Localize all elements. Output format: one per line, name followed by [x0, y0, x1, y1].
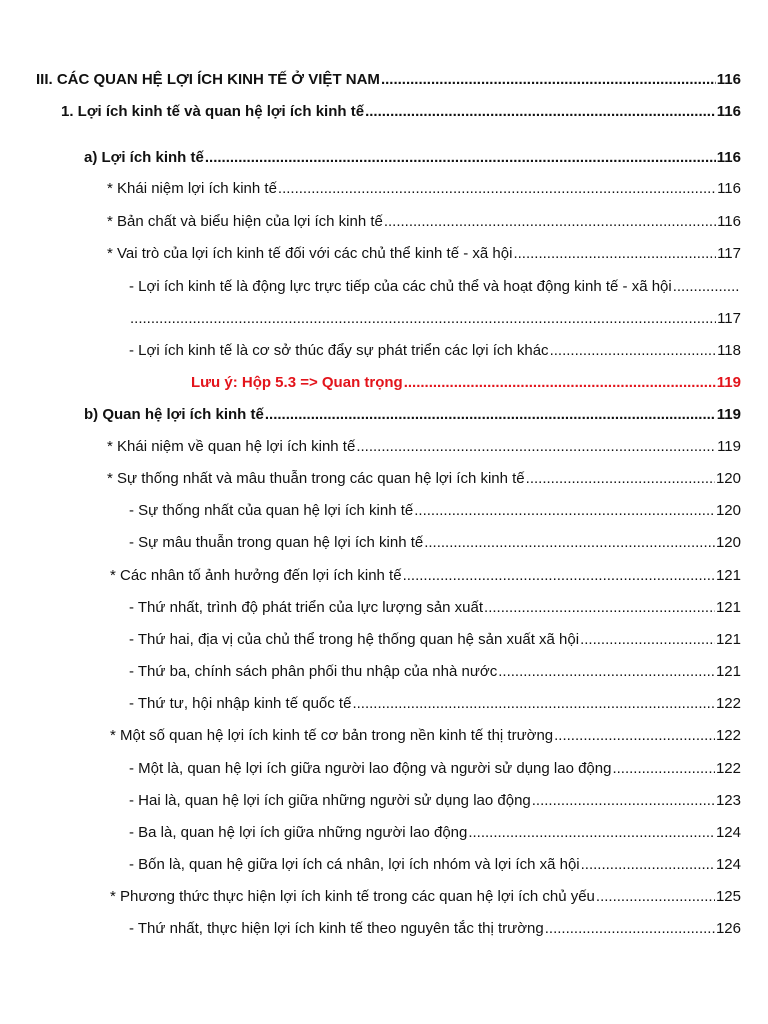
toc-entry-label: - Thứ nhất, thực hiện lợi ích kinh tế theo nguyên tắc thị trường	[129, 920, 544, 937]
toc-page-number: 121	[715, 567, 741, 584]
dot-leader	[403, 565, 715, 587]
toc-page-number: 117	[717, 245, 741, 262]
dot-leader	[278, 178, 716, 200]
toc-entry-label: * Phương thức thực hiện lợi ích kinh tế trong các quan hệ lợi ích chủ yếu	[110, 888, 595, 905]
toc-entry-label: - Hai là, quan hệ lợi ích giữa những người sử dụng lao động	[129, 792, 531, 809]
toc-page-number: 120	[715, 534, 741, 551]
toc-entry	[107, 178, 741, 200]
toc-entry	[129, 790, 741, 812]
toc-entry	[129, 661, 741, 683]
toc-entry-label: * Bản chất và biểu hiện của lợi ích kinh tế	[107, 213, 383, 230]
toc-entry	[129, 532, 741, 554]
toc-page-number: 120	[715, 470, 741, 487]
toc-entry-label: * Khái niệm về quan hệ lợi ích kinh tế	[107, 438, 356, 455]
dot-leader	[673, 276, 740, 298]
dot-leader	[545, 918, 715, 940]
toc-entry	[107, 211, 741, 233]
dot-leader	[498, 661, 715, 683]
dot-leader	[513, 243, 716, 265]
toc-entry-label: * Một số quan hệ lợi ích kinh tế cơ bản trong nền kinh tế thị trường	[110, 727, 554, 744]
toc-entry	[129, 597, 741, 619]
toc-heading-a	[84, 147, 741, 169]
dot-leader	[484, 597, 715, 619]
toc-entry-wrapped-second-line	[129, 308, 741, 330]
toc-entry	[129, 758, 741, 780]
toc-heading-section-iii	[36, 69, 741, 91]
toc-entry	[129, 918, 741, 940]
toc-page-number: 121	[715, 631, 741, 648]
toc-page-number: 117	[717, 310, 741, 327]
toc-entry-label: * Vai trò của lợi ích kinh tế đối với các chủ thể kinh tế - xã hội	[107, 245, 513, 262]
toc-entry-label: Lưu ý: Hộp 5.3 => Quan trọng	[191, 374, 403, 391]
toc-entry-label: b) Quan hệ lợi ích kinh tế	[84, 406, 264, 423]
dot-leader	[365, 101, 716, 123]
dot-leader	[205, 147, 716, 169]
toc-note-important	[191, 372, 741, 394]
toc-heading-1	[61, 101, 741, 123]
toc-entry	[107, 468, 741, 490]
dot-leader	[424, 532, 715, 554]
toc-entry	[129, 340, 741, 362]
toc-entry	[107, 436, 741, 458]
toc-page-number: 120	[715, 502, 741, 519]
toc-entry	[110, 725, 741, 747]
toc-entry-label: - Bốn là, quan hệ giữa lợi ích cá nhân, lợi ích nhóm và lợi ích xã hội	[129, 856, 580, 873]
toc-entry-label: - Thứ hai, địa vị của chủ thể trong hệ thống quan hệ sản xuất xã hội	[129, 631, 580, 648]
toc-page-number: 121	[715, 663, 741, 680]
toc-page-number: 121	[715, 599, 741, 616]
toc-page-number: 116	[717, 180, 741, 197]
toc-page-number: 116	[716, 149, 741, 166]
toc-entry-label: 1. Lợi ích kinh tế và quan hệ lợi ích kinh tế	[61, 103, 365, 120]
toc-page-number: 124	[715, 824, 741, 841]
toc-entry	[129, 693, 741, 715]
dot-leader	[468, 822, 715, 844]
toc-entry-label: - Thứ ba, chính sách phân phối thu nhập của nhà nước	[129, 663, 498, 680]
toc-entry	[110, 565, 741, 587]
toc-page-number: 119	[716, 374, 741, 391]
toc-entry	[129, 500, 741, 522]
toc-page-number: 116	[717, 213, 741, 230]
toc-entry-label: * Các nhân tố ảnh hưởng đến lợi ích kinh tế	[110, 567, 402, 584]
dot-leader	[532, 790, 715, 812]
toc-page-number: 122	[715, 760, 741, 777]
dot-leader	[381, 69, 716, 91]
dot-leader	[550, 340, 717, 362]
toc-page-number: 116	[716, 71, 741, 88]
toc-entry-label: - Thứ tư, hội nhập kinh tế quốc tế	[129, 695, 352, 712]
dot-leader	[554, 725, 715, 747]
toc-page-number: 119	[717, 438, 741, 455]
dot-leader	[526, 468, 715, 490]
toc-page-number: 122	[715, 695, 741, 712]
toc-entry	[129, 822, 741, 844]
toc-entry-label: - Một là, quan hệ lợi ích giữa người lao động và người sử dụng lao động	[129, 760, 612, 777]
toc-page-number: 123	[715, 792, 741, 809]
toc-page-number: 119	[716, 406, 741, 423]
toc-entry-label: - Sự thống nhất của quan hệ lợi ích kinh tế	[129, 502, 414, 519]
dot-leader	[612, 758, 715, 780]
toc-entry	[110, 886, 741, 908]
toc-page-number: 118	[717, 342, 741, 359]
toc-entry-label: - Lợi ích kinh tế là cơ sở thúc đẩy sự phát triển các lợi ích khác	[129, 342, 549, 359]
toc-entry	[129, 629, 741, 651]
toc-entry-label: - Lợi ích kinh tế là động lực trực tiếp của các chủ thể và hoạt động kinh tế - xã hội	[129, 278, 672, 295]
toc-entry	[107, 243, 741, 265]
toc-entry-label: - Ba là, quan hệ lợi ích giữa những người lao động	[129, 824, 468, 841]
toc-page-number: 126	[715, 920, 741, 937]
toc-page-number: 122	[715, 727, 741, 744]
dot-leader	[352, 693, 715, 715]
dot-leader	[356, 436, 716, 458]
toc-entry-label: - Thứ nhất, trình độ phát triển của lực lượng sản xuất	[129, 599, 484, 616]
dot-leader	[580, 629, 715, 651]
toc-entry-label: * Khái niệm lợi ích kinh tế	[107, 180, 277, 197]
dot-leader	[596, 886, 715, 908]
toc-page-number: 125	[715, 888, 741, 905]
toc-entry-label: * Sự thống nhất và mâu thuẫn trong các quan hệ lợi ích kinh tế	[107, 470, 525, 487]
toc-entry-wrapped-first-line	[129, 276, 741, 298]
toc-page-number: 124	[715, 856, 741, 873]
dot-leader	[384, 211, 716, 233]
dot-leader	[581, 854, 715, 876]
toc-heading-b	[84, 404, 741, 426]
dot-leader	[130, 308, 716, 330]
toc-entry-label: III. CÁC QUAN HỆ LỢI ÍCH KINH TẾ Ở VIỆT NAM	[36, 71, 380, 88]
toc-entry-label: - Sự mâu thuẫn trong quan hệ lợi ích kinh tế	[129, 534, 424, 551]
toc-entry-label: a) Lợi ích kinh tế	[84, 149, 204, 166]
dot-leader	[404, 372, 716, 394]
dot-leader	[414, 500, 715, 522]
toc-page-number: 116	[716, 103, 741, 120]
toc-entry	[129, 854, 741, 876]
dot-leader	[265, 404, 716, 426]
